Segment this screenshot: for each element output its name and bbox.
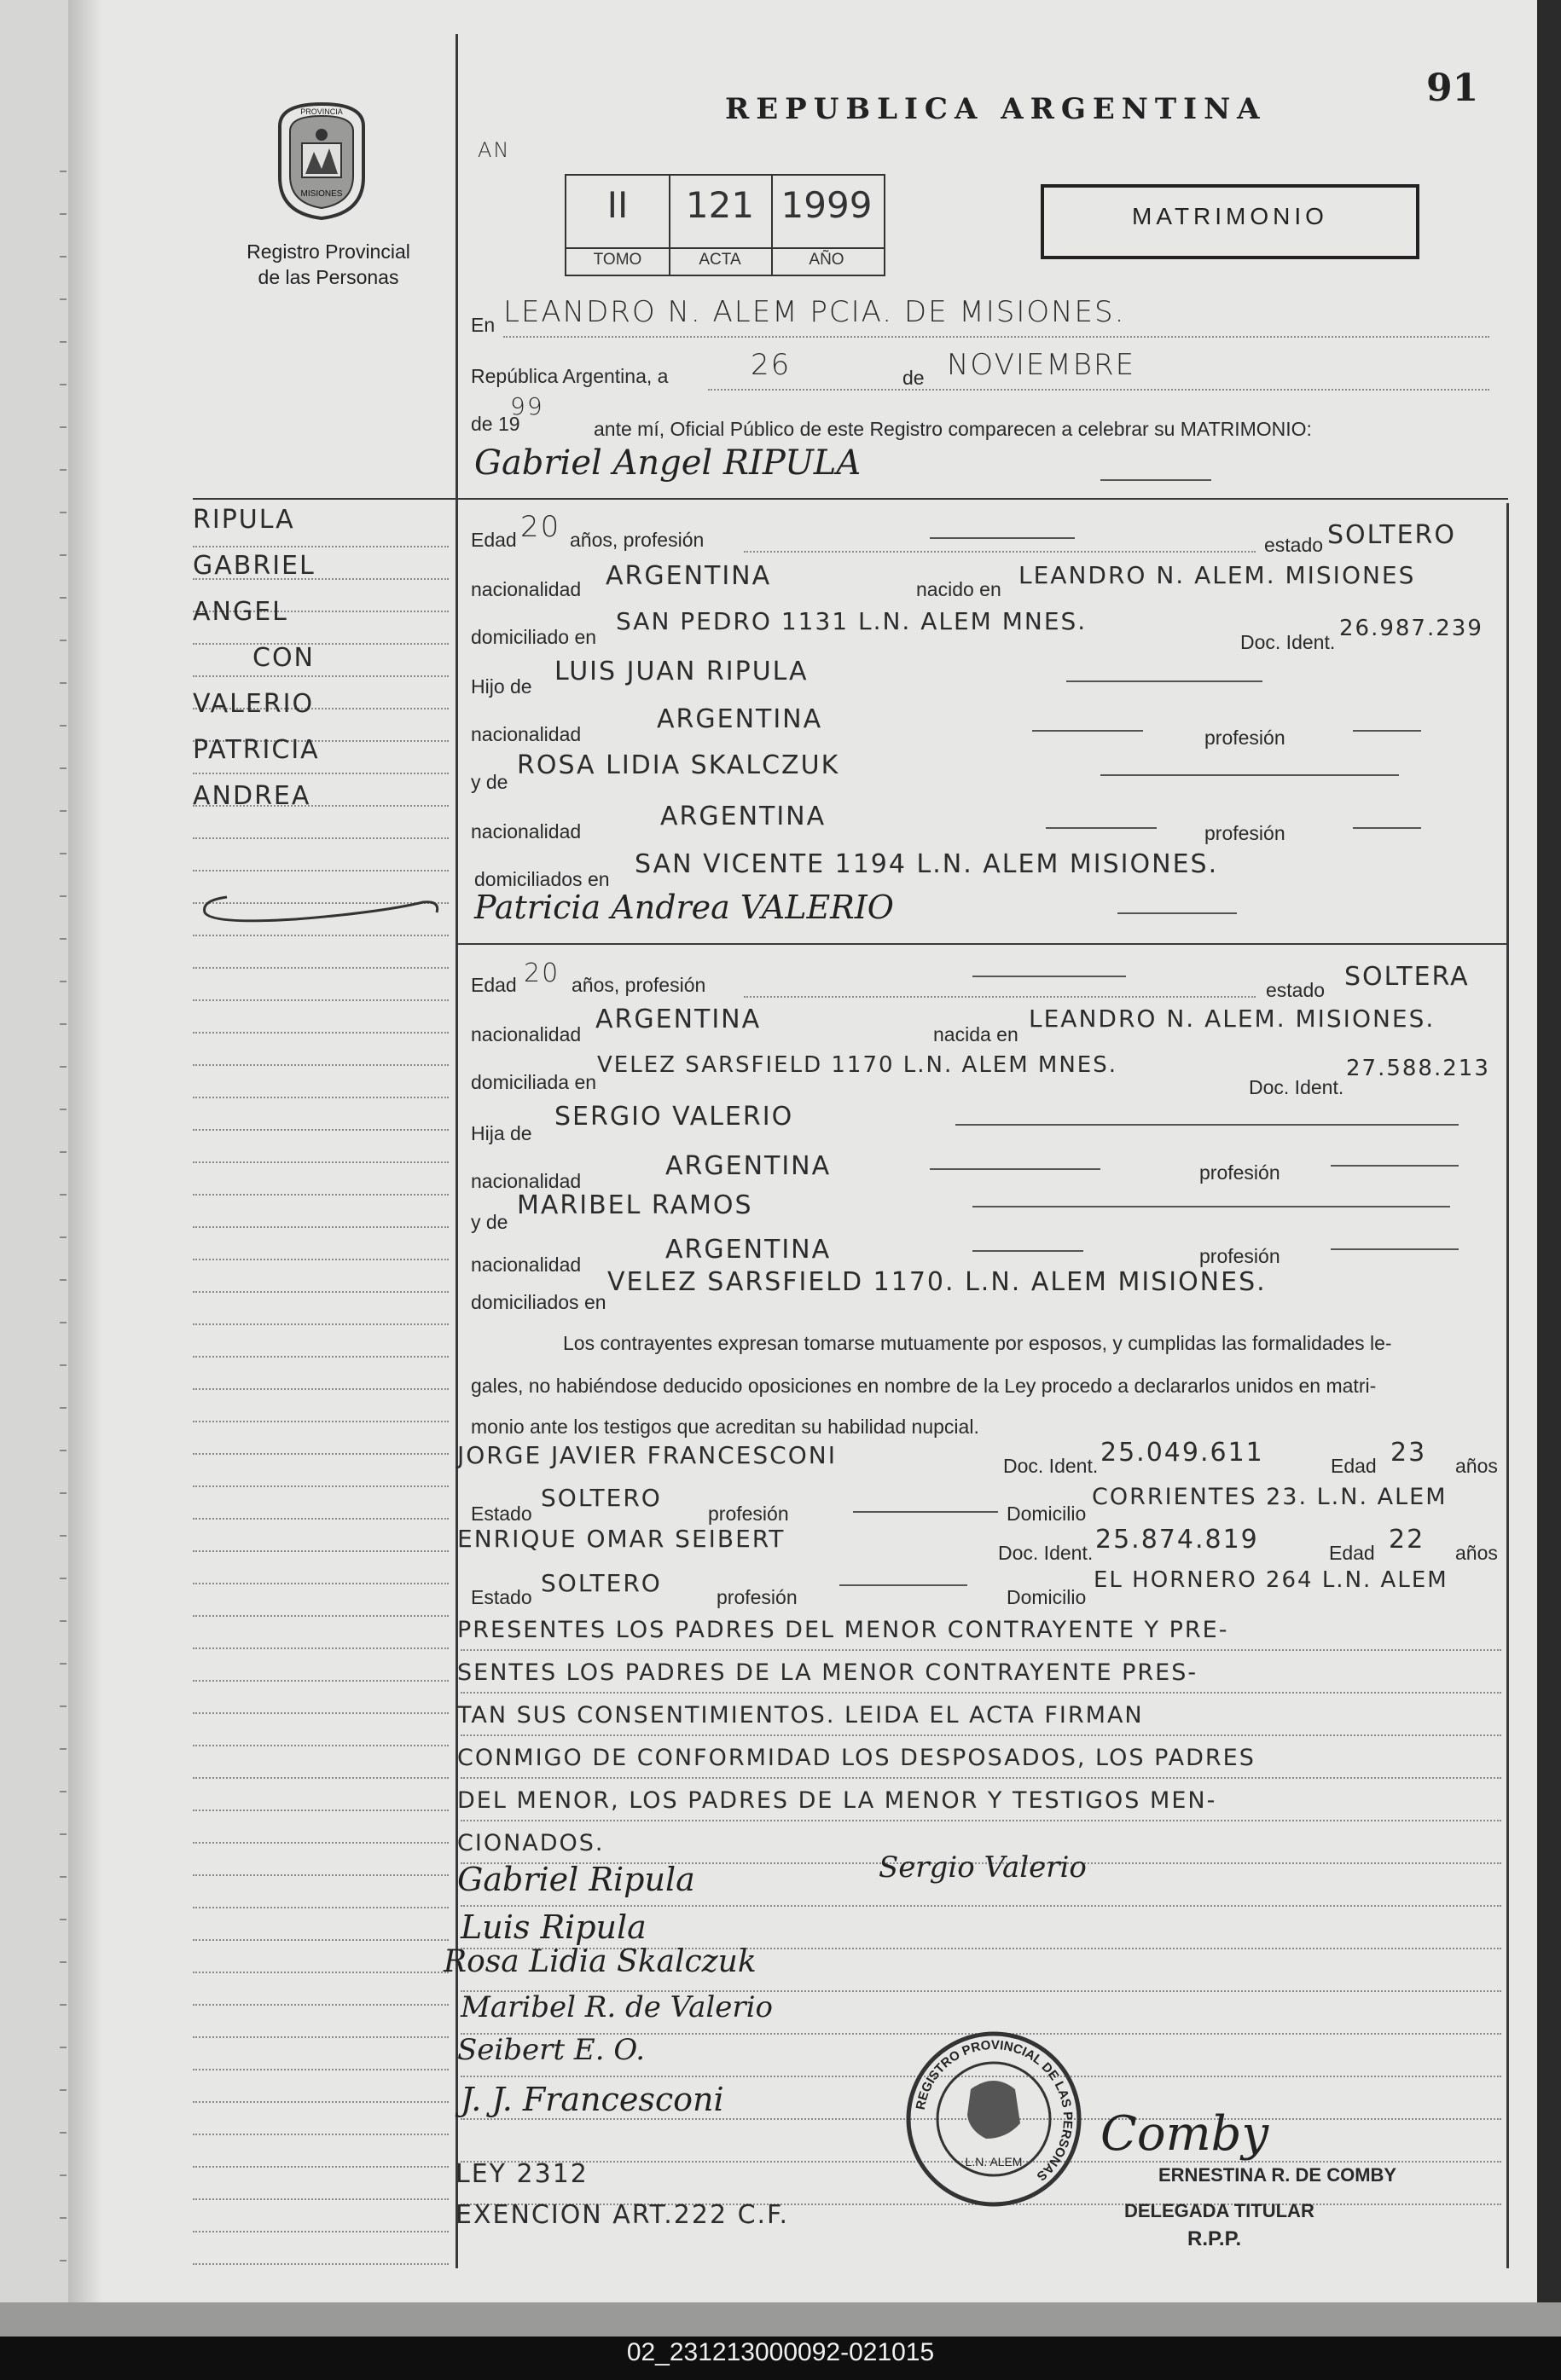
bride-father-prof-label: profesión: [1199, 1161, 1280, 1184]
dash: [1100, 479, 1211, 481]
bride-mother: MARIBEL RAMOS: [517, 1190, 753, 1220]
groom-mother-nac: ARGENTINA: [660, 802, 827, 831]
margin-rule: [193, 773, 449, 774]
official-title: DELEGADA TITULAR: [1124, 2200, 1314, 2221]
margin-divider: [456, 34, 458, 2268]
bride-parents-dom-label: domiciliados en: [471, 1291, 606, 1313]
groom-parents-domicilio: SAN VICENTE 1194 L.N. ALEM MISIONES.: [635, 849, 1219, 879]
page-number: 91: [1426, 67, 1479, 110]
observation-line: TAN SUS CONSENTIMIENTOS. LEIDA EL ACTA FIRMAN: [457, 1702, 1144, 1729]
witness-2-edad-label: Edad: [1329, 1542, 1375, 1564]
bride-nac-label: nacionalidad: [471, 1023, 582, 1045]
groom-edad-label: Edad: [471, 529, 517, 551]
observation-line: CONMIGO DE CONFORMIDAD LOS DESPOSADOS, LOS PADRES: [457, 1745, 1256, 1771]
law-note: LEY 2312: [456, 2159, 589, 2189]
dash: [930, 1168, 1100, 1170]
observation-line: SENTES LOS PADRES DE LA MENOR CONTRAYENTE PRES-: [457, 1659, 1198, 1686]
groom-parents-dom-label: domiciliados en: [474, 868, 610, 890]
groom-father-nac-label: nacionalidad: [471, 723, 582, 745]
registry-name-line1: Registro Provincial: [247, 240, 410, 263]
witness-2-estado-label: Estado: [471, 1586, 532, 1608]
declaration-line-1: Los contrayentes expresan tomarse mutuamente por esposos, y cumplidas las formalidades le-: [563, 1332, 1392, 1354]
dash: [972, 1206, 1450, 1207]
witness-1-anos-label: años: [1455, 1455, 1498, 1477]
margin-rule: [193, 1615, 449, 1617]
groom-full-name: Gabriel Angel RIPULA: [474, 443, 862, 483]
margin-rule: [193, 1453, 449, 1455]
witness-1-doc-label: Doc. Ident.: [1003, 1455, 1099, 1477]
official-office: R.P.P.: [1187, 2227, 1242, 2250]
bride-father: SERGIO VALERIO: [554, 1102, 794, 1132]
declaration-line-2: gales, no habiéndose deducido oposiciones en nombre de la Ley procedo a declararlos unidos en matri-: [471, 1375, 1377, 1397]
groom-mother: ROSA LIDIA SKALCZUK: [517, 750, 840, 780]
margin-rule: [193, 1064, 449, 1066]
acta-cell: [669, 176, 773, 275]
bride-father-nac-label: nacionalidad: [471, 1170, 582, 1192]
witness-1-age: 23: [1390, 1438, 1427, 1468]
groom-doc-label: Doc. Ident.: [1240, 631, 1336, 653]
record-type: MATRIMONIO: [1132, 203, 1328, 229]
tomo-label: TOMO: [593, 251, 642, 269]
margin-rule: [193, 1907, 449, 1908]
margin-name-line: GABRIEL: [193, 551, 316, 581]
margin-rule: [193, 2263, 449, 2265]
witness-1-dom-label: Domicilio: [1007, 1503, 1087, 1525]
emblem-text-top: PROVINCIA: [300, 107, 343, 116]
adjacent-page-edge: [0, 0, 68, 2302]
dash: [1066, 680, 1262, 682]
acta-label: ACTA: [699, 251, 741, 269]
official-name: ERNESTINA R. DE COMBY: [1158, 2164, 1397, 2186]
groom-father: LUIS JUAN RIPULA: [554, 657, 809, 686]
signature-4: Maribel R. de Valerio: [461, 1990, 773, 2024]
margin-rule: [193, 2101, 449, 2103]
bride-mother-nac-label: nacionalidad: [471, 1254, 582, 1276]
margin-rule: [193, 1226, 449, 1228]
groom-mother-nac-label: nacionalidad: [471, 820, 582, 843]
dash: [930, 537, 1075, 539]
margin-rule: [193, 1842, 449, 1844]
bride-mother-nac: ARGENTINA: [665, 1235, 832, 1265]
bride-age: 20: [524, 958, 560, 988]
exemption-note: EXENCION ART.222 C.F.: [456, 2200, 790, 2230]
registry-name: [205, 239, 452, 290]
groom-nacido-label: nacido en: [916, 578, 1001, 600]
groom-doc: 26.987.239: [1339, 616, 1483, 641]
body-rule: [461, 1820, 1501, 1821]
signature-right: Sergio Valerio: [879, 1850, 1087, 1885]
groom-anos-label: años, profesión: [570, 529, 705, 551]
dash: [972, 1250, 1083, 1252]
margin-rule: [193, 1323, 449, 1325]
bride-mother-prof-label: profesión: [1199, 1245, 1280, 1267]
bride-edad-label: Edad: [471, 974, 517, 996]
dash: [1046, 827, 1157, 829]
margin-rule: [193, 1647, 449, 1649]
groom-nacionalidad: ARGENTINA: [606, 561, 772, 591]
dash: [1117, 912, 1237, 914]
margin-rule: [193, 1291, 449, 1293]
dash: [1100, 774, 1399, 776]
dash: [1353, 827, 1421, 829]
witness-2-estado: SOLTERO: [541, 1569, 662, 1597]
groom-mother-prof-label: profesión: [1204, 822, 1285, 844]
witness-2-doc: 25.874.819: [1095, 1525, 1259, 1555]
observation-line: PRESENTES LOS PADRES DEL MENOR CONTRAYENTE Y PRE-: [457, 1617, 1229, 1643]
bride-doc-label: Doc. Ident.: [1249, 1076, 1344, 1098]
witness-2-anos-label: años: [1455, 1542, 1498, 1564]
section-divider-bride: [456, 943, 1508, 945]
groom-domicilio: SAN PEDRO 1131 L.N. ALEM MNES.: [616, 607, 1088, 635]
witness-1-name: JORGE JAVIER FRANCESCONI: [457, 1441, 837, 1469]
ano-value: 1999: [780, 184, 873, 226]
en-label: En: [471, 314, 496, 336]
witness-2-name: ENRIQUE OMAR SEIBERT: [457, 1525, 786, 1553]
groom-estado: SOLTERO: [1327, 520, 1456, 550]
margin-rule: [193, 870, 449, 872]
republica-label: República Argentina, a: [471, 365, 669, 387]
dash: [1353, 730, 1421, 732]
witness-1-prof-label: profesión: [708, 1503, 789, 1525]
record-reference-box: [565, 174, 885, 276]
margin-rule: [193, 2231, 449, 2232]
marriage-month: NOVIEMBRE: [947, 348, 1136, 382]
margin-rule: [193, 1810, 449, 1811]
body-rule: [461, 1905, 1501, 1907]
witness-2-domicilio: EL HORNERO 264 L.N. ALEM: [1094, 1567, 1448, 1593]
body-rule: [461, 1734, 1501, 1736]
groom-estado-label: estado: [1264, 534, 1324, 556]
margin-rule: [193, 546, 449, 547]
bride-full-name: Patricia Andrea VALERIO: [474, 889, 894, 926]
official-seal-icon: [904, 2030, 1083, 2209]
body-rule: [461, 1777, 1501, 1779]
dash: [1331, 1248, 1459, 1250]
margin-rule: [193, 967, 449, 969]
margin-name-line: VALERIO: [193, 689, 315, 719]
witness-2-age: 22: [1389, 1525, 1425, 1555]
top-note: AN: [478, 138, 511, 162]
signature-2: Luis Ripula: [461, 1908, 647, 1946]
margin-rule: [193, 1356, 449, 1358]
margin-name-line: ANGEL: [193, 597, 288, 627]
bride-nacionalidad: ARGENTINA: [595, 1005, 762, 1034]
margin-rule: [193, 2069, 449, 2070]
seal-center-text: L.N. ALEM: [965, 2155, 1023, 2169]
groom-age: 20: [520, 510, 561, 544]
witness-1-doc: 25.049.611: [1100, 1438, 1264, 1468]
right-border: [1506, 503, 1509, 2268]
bride-anos-label: años, profesión: [572, 974, 706, 996]
marriage-day: 26: [751, 348, 792, 382]
seal-ring-text: REGISTRO PROVINCIAL DE LAS PERSONAS: [913, 2037, 1076, 2184]
margin-name-line: CON: [252, 643, 316, 673]
margin-rule: [193, 999, 449, 1001]
tomo-value: II: [606, 184, 629, 226]
margin-rule: [193, 1421, 449, 1422]
date-line: [708, 389, 1489, 391]
groom-hijo-label: Hijo de: [471, 675, 532, 698]
witness-1-estado-label: Estado: [471, 1503, 532, 1525]
file-code: 02_231213000092-021015: [626, 2338, 935, 2366]
body-rule: [461, 1692, 1501, 1694]
margin-rule: [193, 1485, 449, 1487]
tomo-cell: [566, 176, 670, 275]
margin-rule: [193, 1712, 449, 1714]
margin-rule: [193, 2036, 449, 2038]
bride-estado-label: estado: [1266, 979, 1326, 1001]
margin-rule: [193, 643, 449, 645]
dash: [839, 1584, 967, 1586]
groom-yde-label: y de: [471, 771, 508, 793]
bride-parents-domicilio: VELEZ SARSFIELD 1170. L.N. ALEM MISIONES.: [607, 1267, 1267, 1297]
signature-3: Rosa Lidia Skalczuk: [444, 1944, 757, 1979]
ano-cell: [771, 176, 882, 275]
margin-rule: [193, 2166, 449, 2168]
groom-father-prof-label: profesión: [1204, 727, 1285, 749]
margin-rule: [193, 1939, 449, 1941]
dash: [853, 1511, 998, 1513]
ref-box-divider: [566, 247, 884, 249]
groom-dom-label: domiciliado en: [471, 626, 597, 648]
margin-rule: [193, 1583, 449, 1584]
groom-nac-label: nacionalidad: [471, 578, 582, 600]
body-rule: [461, 1649, 1501, 1651]
bride-estado: SOLTERA: [1344, 962, 1470, 992]
dash: [972, 976, 1126, 977]
de-label: de: [902, 367, 925, 389]
official-signature: Comby: [1100, 2106, 1269, 2162]
witness-1-edad-label: Edad: [1331, 1455, 1377, 1477]
provincial-emblem-icon: [271, 101, 372, 220]
witness-1-estado: SOLTERO: [541, 1484, 662, 1512]
year-suffix: 99: [510, 392, 544, 420]
margin-rule: [193, 2004, 449, 2006]
margin-rule: [193, 675, 449, 677]
bride-father-nac: ARGENTINA: [665, 1151, 832, 1181]
witness-1-domicilio: CORRIENTES 23. L.N. ALEM: [1092, 1484, 1448, 1510]
margin-rule: [193, 837, 449, 839]
margin-rule: [193, 1874, 449, 1876]
bride-nacida-en: LEANDRO N. ALEM. MISIONES.: [1029, 1005, 1436, 1033]
signature-6: J. J. Francesconi: [461, 2081, 724, 2118]
bride-doc: 27.588.213: [1346, 1056, 1490, 1081]
observation-line: DEL MENOR, LOS PADRES DE LA MENOR Y TESTIGOS MEN-: [457, 1787, 1217, 1814]
binder-shadow: [68, 0, 102, 2302]
signature-1: Gabriel Ripula: [457, 1861, 695, 1898]
margin-rule: [193, 1550, 449, 1552]
bride-dom-label: domiciliada en: [471, 1071, 597, 1093]
bride-yde-label: y de: [471, 1211, 508, 1233]
margin-name-line: PATRICIA: [193, 735, 320, 765]
margin-rule: [193, 1972, 449, 1973]
place-line: [503, 336, 1489, 338]
intro-statement: ante mí, Oficial Público de este Registro comparecen a celebrar su MATRIMONIO:: [594, 418, 1312, 440]
declaration-line-3: monio ante los testigos que acreditan su habilidad nupcial.: [471, 1416, 979, 1438]
margin-rule: [193, 1032, 449, 1034]
groom-profesion-line: [744, 551, 1256, 553]
observation-line: CIONADOS.: [457, 1830, 605, 1856]
margin-rule: [193, 1745, 449, 1746]
country-title: REPUBLICA ARGENTINA: [725, 92, 1267, 126]
margin-rule: [193, 1518, 449, 1520]
bride-profesion-line: [744, 996, 1256, 998]
bride-nacida-label: nacida en: [933, 1023, 1018, 1045]
margin-rule: [193, 935, 449, 936]
dash: [1032, 730, 1143, 732]
margin-rule: [193, 1680, 449, 1682]
groom-nacido-en: LEANDRO N. ALEM. MISIONES: [1018, 561, 1416, 589]
margin-rule: [193, 1259, 449, 1260]
margin-name-line: RIPULA: [193, 505, 295, 535]
margin-rule: [193, 2134, 449, 2135]
margin-rule: [193, 1129, 449, 1131]
margin-name-line: ANDREA: [193, 781, 311, 811]
year-prefix: de 19: [471, 413, 520, 435]
margin-rule: [193, 1097, 449, 1098]
acta-value: 121: [685, 184, 755, 226]
dash: [955, 1124, 1459, 1126]
section-divider-groom: [193, 498, 1508, 500]
witness-2-doc-label: Doc. Ident.: [998, 1542, 1094, 1564]
witness-2-dom-label: Domicilio: [1007, 1586, 1087, 1608]
margin-rule: [193, 1777, 449, 1779]
signature-5: Seibert E. O.: [457, 2033, 646, 2067]
dash: [1331, 1165, 1459, 1167]
witness-2-prof-label: profesión: [717, 1586, 798, 1608]
sheet-bottom-edge: [0, 2302, 1561, 2337]
marriage-place: LEANDRO N. ALEM PCIA. DE MISIONES.: [503, 295, 1126, 329]
margin-flourish-icon: [193, 887, 449, 929]
emblem-text-bottom: MISIONES: [300, 189, 343, 199]
bride-domicilio: VELEZ SARSFIELD 1170 L.N. ALEM MNES.: [597, 1052, 1118, 1078]
margin-rule: [193, 1161, 449, 1163]
margin-rule: [193, 2198, 449, 2200]
groom-father-nac: ARGENTINA: [657, 704, 823, 734]
bride-hija-label: Hija de: [471, 1122, 532, 1144]
registry-name-line2: de las Personas: [258, 266, 399, 288]
ano-label: AÑO: [809, 251, 844, 269]
margin-rule: [193, 1388, 449, 1390]
margin-rule: [193, 1194, 449, 1196]
